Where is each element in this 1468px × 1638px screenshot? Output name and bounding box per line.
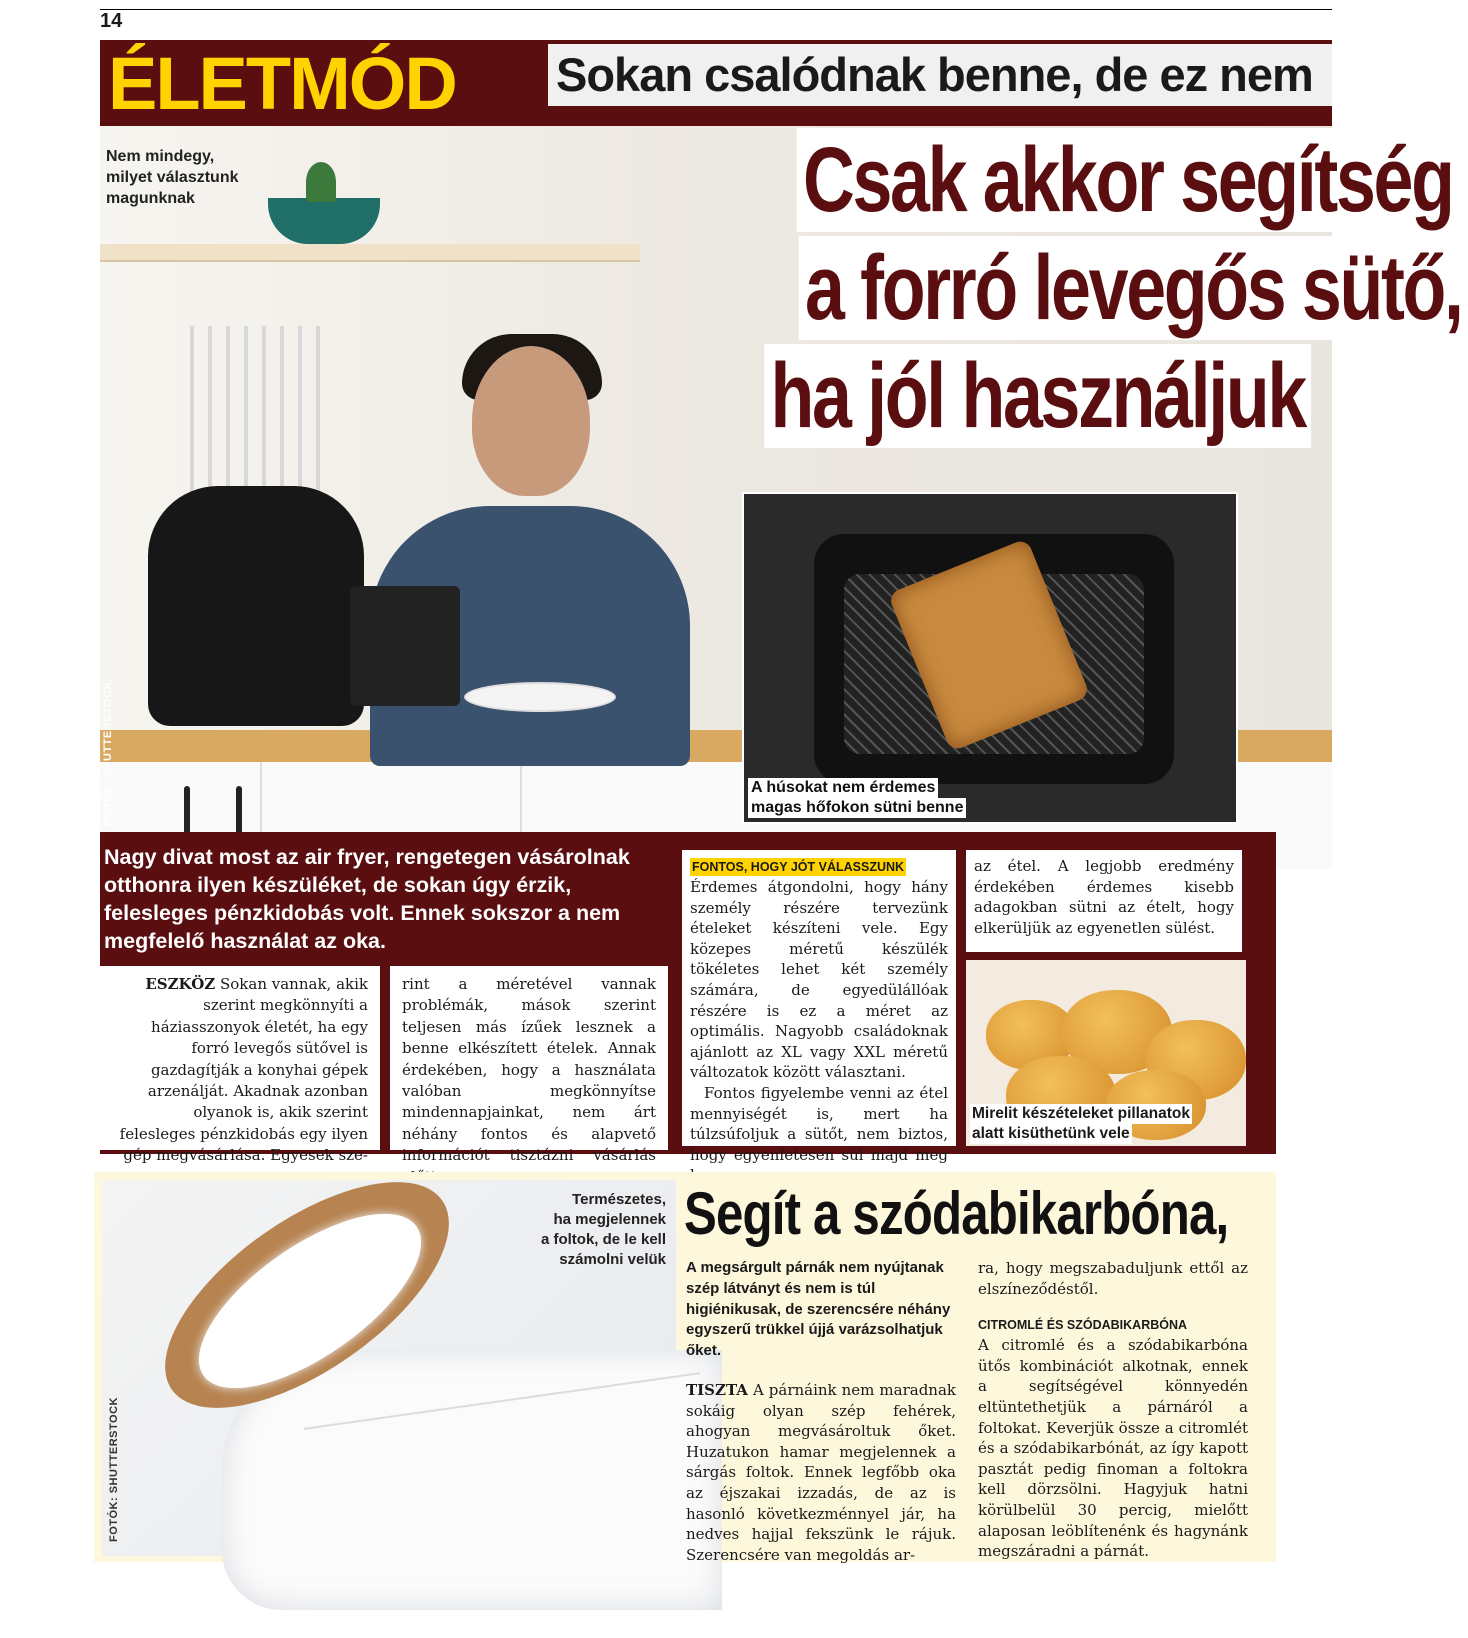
- kicker: Sokan csalódnak benne, de ez nem: [548, 44, 1332, 106]
- hero-caption-line: magunknak: [106, 190, 195, 207]
- soda-caption: [470, 1190, 666, 1270]
- nuggets-caption-line: alatt kisüthetünk vele: [972, 1125, 1130, 1142]
- headline-line: a forró levegős sütő,: [799, 236, 1468, 340]
- column-text: ra, hogy megszabaduljunk ettől az elszíneződéstől.: [978, 1259, 1248, 1298]
- article-lead: Nagy divat most az air fryer, rengetegen vásárolnak otthonra ilyen készüléket, de sokan úgy érzik, felesleges pénzkidobás volt. Ennek sokszor a nem megfelelő használat az oka.: [104, 845, 630, 953]
- photo-credit-text: FOTÓK: SHUTTERSTOCK: [108, 1397, 120, 1542]
- column-text: Sokan vannak, akik szerint megkönnyíti a háziasszonyok életét, ha egy forró levegős sütővel is gazdagítják a konyhai gépek arzenálját. Akadnak azonban olyanok is, akik szerint felesleges pénzkidobás egy ilyen gép megvásárlása. Egyesek sze-: [119, 975, 368, 1165]
- column-lead-word: ESZKÖZ: [145, 975, 216, 993]
- column-text: A citromlé és a szódabikarbóna ütős kombinációt alkotnak, ennek a segítségével könnyedén eltüntethetjük a párnáról a foltokat. Keverjük össze a citromlét és a szódabikarbónát, az így kapott pasztát pedig finoman a foltokra kell dörzsölni. Hagyjuk hatni körülbelül 30 percig, mielőtt alaposan leöblítenénk és hagynánk megszáradni a párnát.: [978, 1336, 1248, 1561]
- basket-caption: [748, 778, 966, 818]
- soda-caption-line: Természetes,: [572, 1191, 666, 1208]
- soda-title: Segít a szódabikarbóna,: [684, 1180, 1229, 1247]
- basket-caption-line: A húsokat nem érdemes: [748, 778, 938, 798]
- column-text: A párnáink nem maradnak sokáig olyan szép fehérek, ahogyan megvásároltuk őket. Huzatukon hamar megjelennek a sárgás foltok. Ennek legfőbb oka az éjszakai izzadás, de az is hasonló következménnyel jár, ha nedves hajjal fekszünk le rájuk. Szerencsére van megoldás ar-: [686, 1381, 956, 1564]
- photo-credit: [98, 681, 124, 830]
- soda-column-1: [686, 1380, 956, 1565]
- headline-line: ha jól használjuk: [764, 344, 1311, 448]
- plate: [464, 682, 616, 712]
- column-text: Fontos figyelembe venni az étel mennyiségét is, mert ha túlzsúfoljuk a sütőt, nem biztos, hogy egyenletesen sül majd meg: [690, 1083, 948, 1164]
- soda-lead: A megsárgult párnák nem nyújtanak szép látványt és nem is túl higiénikusak, de szerencsére néhány egyszerű trükkel újjá varázsolhatjuk őket.: [686, 1259, 951, 1360]
- column-lead-word: TISZTA: [686, 1381, 748, 1399]
- page-number: 14: [100, 10, 123, 32]
- article-column-2: [390, 966, 668, 1165]
- pillow: [222, 1350, 722, 1610]
- article-column-3: [682, 850, 956, 1164]
- top-rule: [100, 9, 1332, 10]
- basket-photo: [742, 492, 1238, 824]
- photo-credit-text: FOTÓK: SHUTTERSTOCK: [102, 681, 114, 826]
- plant-pot: [268, 198, 380, 244]
- nuggets-caption: [970, 1104, 1192, 1144]
- article-column-1: [100, 966, 380, 1165]
- column-text: az étel. A legjobb eredmény érdekében érdemes kisebb adagokban sütni az ételt, hogy elkerüljük az egyenetlen sülést.: [974, 857, 1234, 937]
- photo-credit: [104, 1397, 130, 1546]
- air-fryer: [148, 486, 364, 726]
- kitchen-shelf: [100, 244, 640, 262]
- hero-caption-line: milyet választunk: [106, 169, 239, 186]
- basket-caption-line: magas hőfokon sütni benne: [748, 798, 966, 818]
- column-text: Érdemes átgondolni, hogy hány személy részére tervezünk ételeket készíteni vele. Egy közepes méretű készülék tökéletes lehet két személy számára, de egyedülállóak részére is ez a méret az optimális. Nagyobb családoknak ajánlott az XL vagy XXL méretű változatok között választani.: [690, 878, 948, 1082]
- soda-column-2: [978, 1258, 1248, 1562]
- plant: [306, 162, 336, 202]
- soda-caption-line: ha megjelennek: [553, 1211, 666, 1228]
- hero-caption-line: Nem mindegy,: [106, 148, 215, 165]
- subheading: CITROMLÉ ÉS SZÓDABIKARBÓNA: [978, 1318, 1188, 1333]
- article-column-4: [966, 850, 1242, 952]
- air-fryer-drawer: [350, 586, 460, 706]
- nuggets-caption-line: Mirelit készételeket pillanatok: [972, 1105, 1190, 1122]
- soda-caption-line: a foltok, de le kell: [540, 1231, 666, 1248]
- headline: [610, 128, 1462, 452]
- column-text: rint a méretével vannak problémák, mások szerint teljesen más ízűek lesznek a benne elkészített ételek. Annak érdekében, hogy a használata valóban megkönnyítse mindennapjainkat, nem árt néhány fontos és alapvető információt tisztázni vásárlás: [402, 975, 656, 1165]
- soda-caption-line: számolni velük: [559, 1251, 666, 1268]
- section-label: ÉLETMÓD: [108, 42, 456, 125]
- subheading: FONTOS, HOGY JÓT VÁLASSZUNK: [692, 860, 905, 874]
- hero-caption: [106, 146, 239, 209]
- person-head: [472, 346, 590, 496]
- headline-line: Csak akkor segítség: [797, 128, 1459, 232]
